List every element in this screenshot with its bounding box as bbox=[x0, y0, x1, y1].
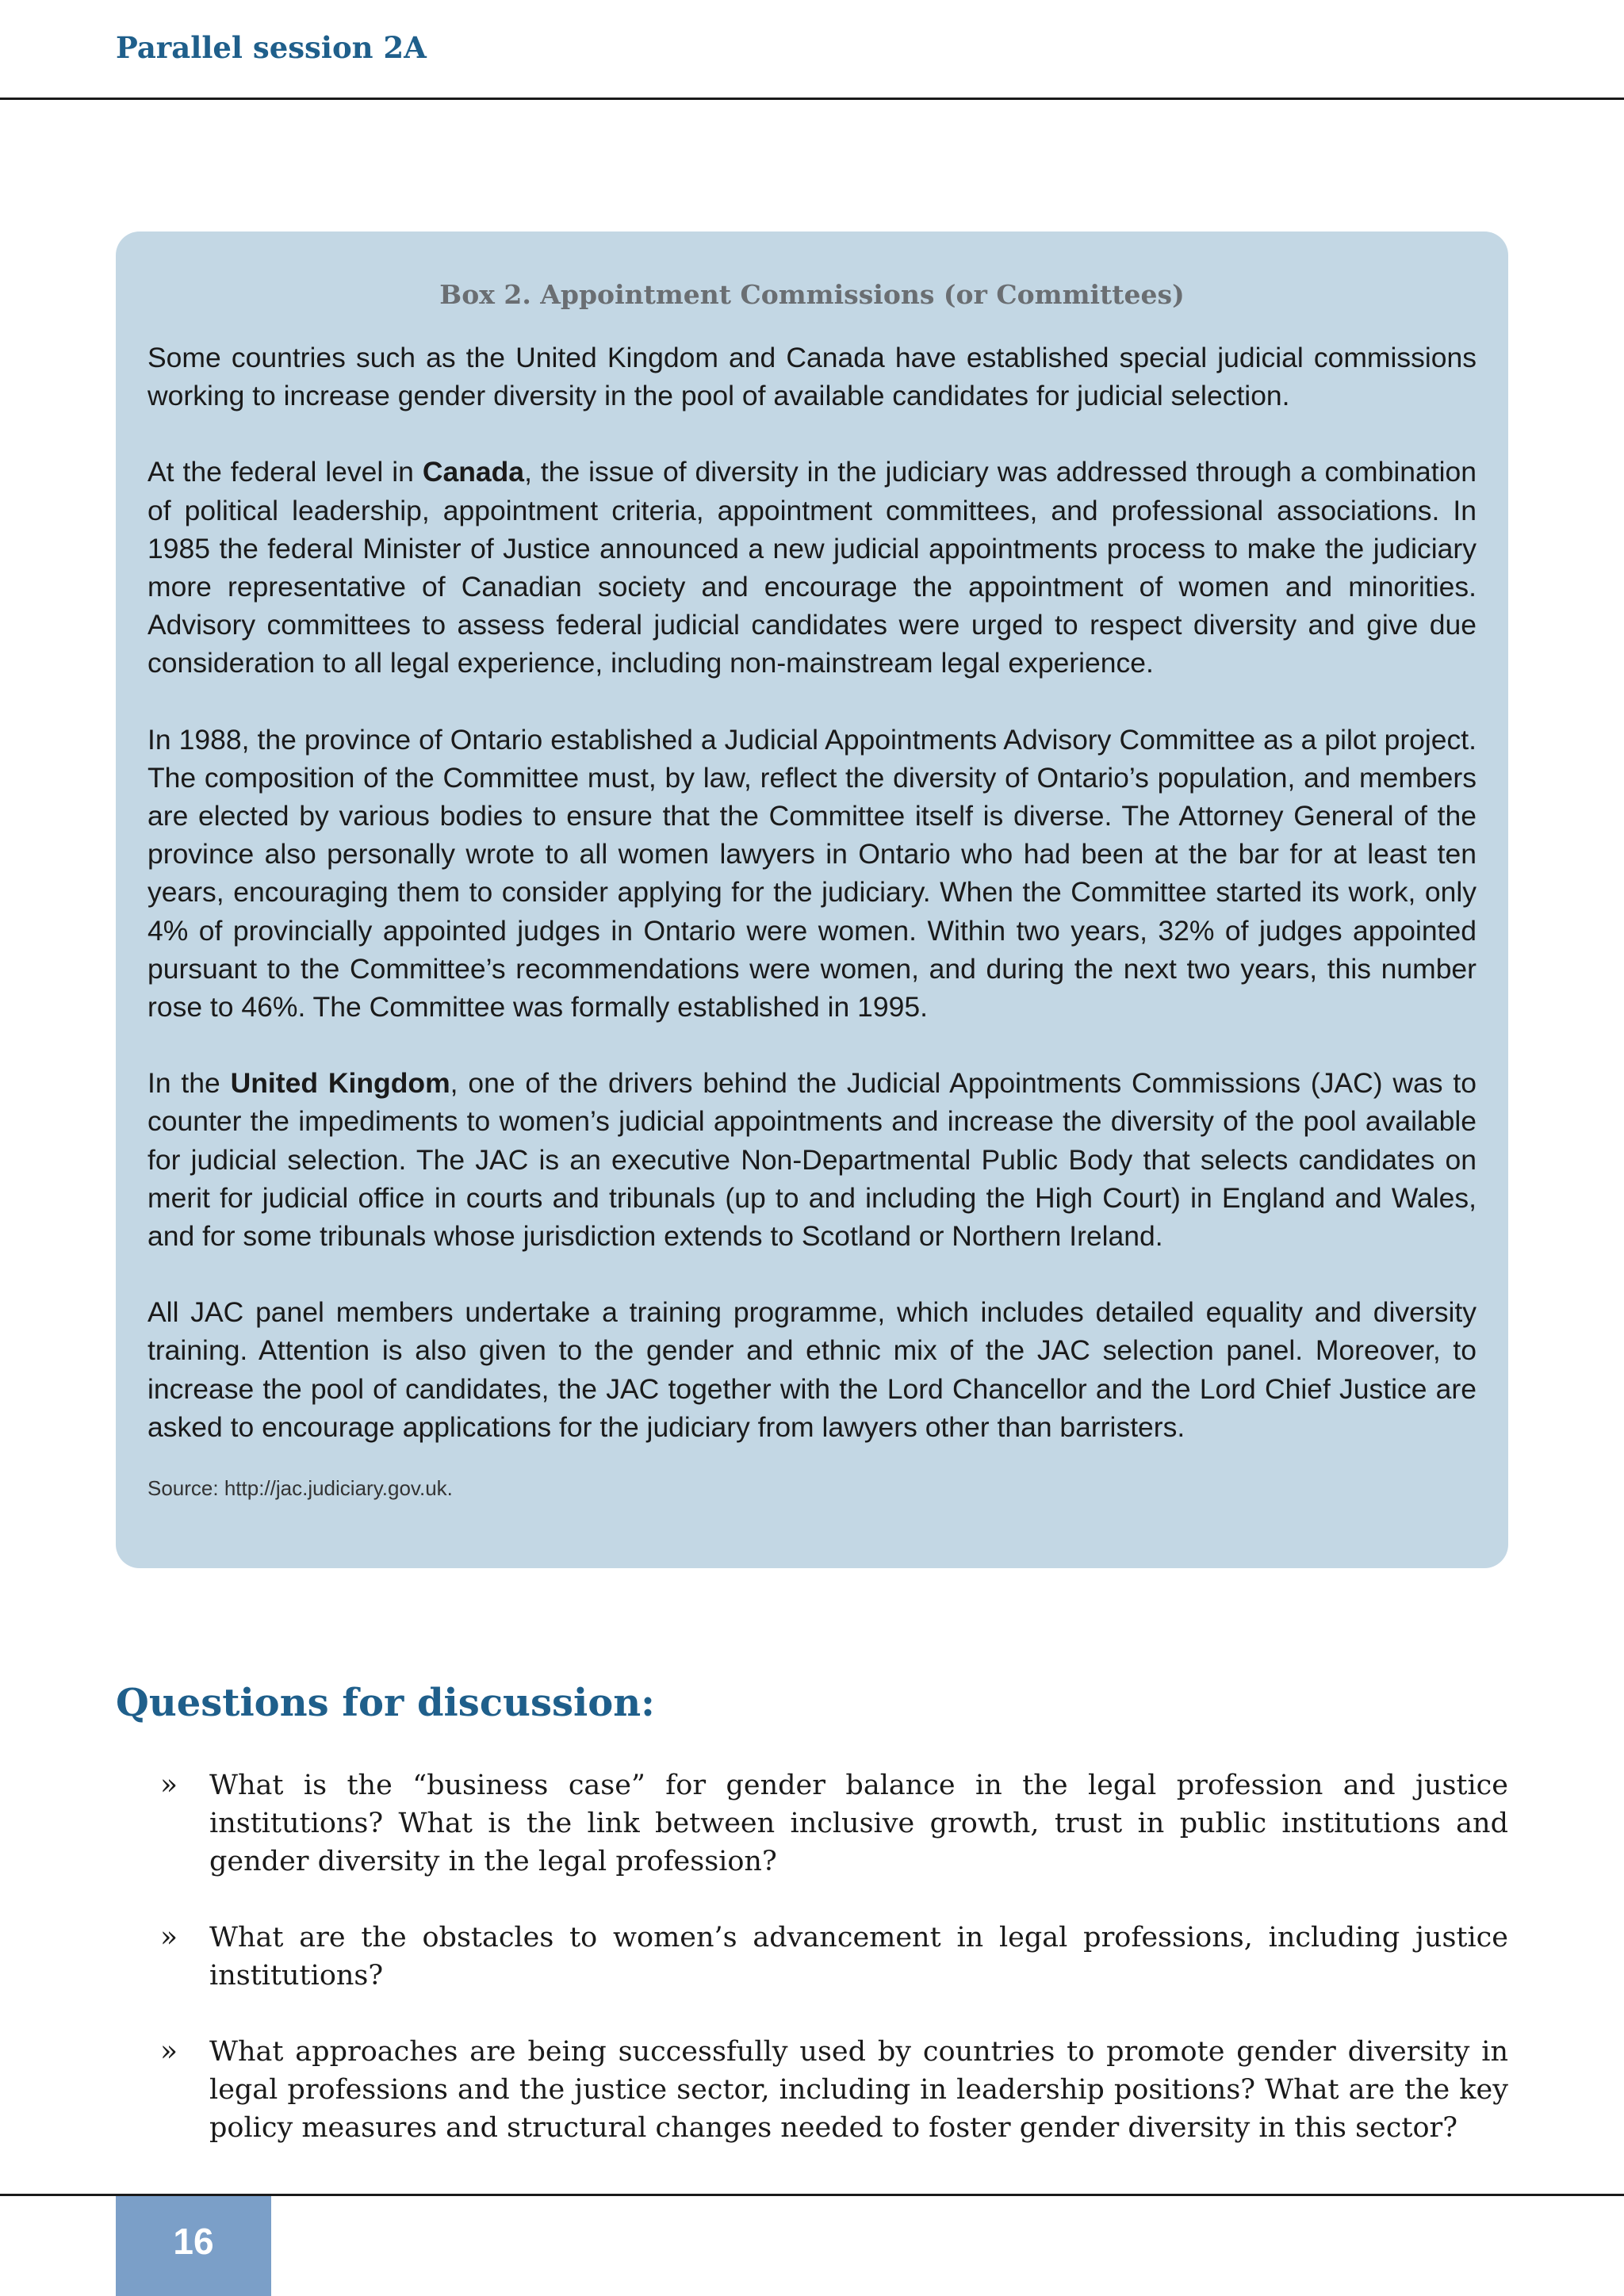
questions-list bbox=[116, 1766, 1508, 2185]
bullet-glyph: » bbox=[160, 1769, 178, 1801]
p2-lead: At the federal level in bbox=[147, 456, 423, 488]
box-paragraph-4 bbox=[147, 1064, 1477, 1255]
p2-bold-canada: Canada bbox=[422, 456, 525, 488]
question-text-2: What are the obstacles to women’s advancement in legal professions, including justice institutions? bbox=[209, 1922, 1508, 1992]
box-source: Source: http://jac.judiciary.gov.uk. bbox=[147, 1476, 453, 1501]
box-paragraph-5: All JAC panel members undertake a training programme, which includes detailed equality and diversity training. Attention is also given to the gender and ethnic mix of the JAC selection panel. Moreover, to increase the pool of candidates, the JAC together with the Lord Chancellor and the Lord Chief Justice are asked to encourage applications for the judiciary from lawyers other than barristers. bbox=[147, 1296, 1477, 1443]
running-head: Parallel session 2A bbox=[116, 30, 427, 65]
page-number: 16 bbox=[173, 2221, 214, 2262]
p4-lead: In the bbox=[147, 1067, 231, 1100]
box-title: Box 2. Appointment Commissions (or Committees) bbox=[439, 279, 1185, 310]
list-item bbox=[116, 1919, 1508, 1995]
bullet-glyph: » bbox=[160, 2035, 178, 2068]
question-text-1: What is the “business case” for gender balance in the legal profession and justice institutions? What is the link between inclusive growth, trust in public institutions and gender diversity in the legal profession? bbox=[209, 1770, 1508, 1877]
p4-bold-uk: United Kingdom bbox=[230, 1067, 450, 1100]
list-item bbox=[116, 2033, 1508, 2147]
box-paragraph-3: In 1988, the province of Ontario established a Judicial Appointments Advisory Committee as a pilot project. The composition of the Committee must, by law, reflect the diversity of Ontario’s population, and members are elected by various bodies to ensure that the Committee itself is diverse. The Attorney General of the province also personally wrote to all women lawyers in Ontario who had been at the bar for at least ten years, encouraging them to consider applying for the judiciary. When the Committee started its work, only 4% of provincially appointed judges in Ontario were women. Within two years, 32% of judges appointed pursuant to the Committee’s recommendations were women, and during the next two years, this number rose to 46%. The Committee was formally established in 1995. bbox=[147, 723, 1477, 1024]
list-item bbox=[116, 1766, 1508, 1881]
questions-heading: Questions for discussion: bbox=[116, 1681, 655, 1725]
top-rule bbox=[0, 98, 1624, 100]
box-paragraph-2 bbox=[147, 453, 1477, 682]
info-box bbox=[116, 232, 1508, 1568]
p2-rest: , the issue of diversity in the judiciary was addressed through a combination of political leadership, appointment criteria, appointment committees, and professional associations. In 1985 the federal Minister of Justice announced a new judicial appointments process to make the judiciary more representative of Canadian society and encourage the appointment of women and minorities. Advisory committees to assess federal judicial candidates were urged to respect diversity and give due consideration to all legal experience, including non-mainstream legal experience. bbox=[147, 456, 1477, 679]
bullet-glyph: » bbox=[160, 1921, 178, 1954]
question-text-3: What approaches are being successfully used by countries to promote gender diversity in legal professions and the justice sector, including in leadership positions? What are the key policy measures and structural changes needed to foster gender diversity in this sector? bbox=[209, 2036, 1508, 2144]
box-paragraph-1: Some countries such as the United Kingdom and Canada have established special judicial commissions working to increase gender diversity in the pool of available candidates for judicial selection. bbox=[147, 342, 1477, 412]
p4-rest: , one of the drivers behind the Judicial Appointments Commissions (JAC) was to counter the impediments to women’s judicial appointments and increase the diversity of the pool available for judicial selection. The JAC is an executive Non-Departmental Public Body that selects candidates on merit for judicial office in courts and tribunals (up to and including the High Court) in England and Wales, and for some tribunals whose jurisdiction extends to Scotland or Northern Ireland. bbox=[147, 1067, 1477, 1253]
